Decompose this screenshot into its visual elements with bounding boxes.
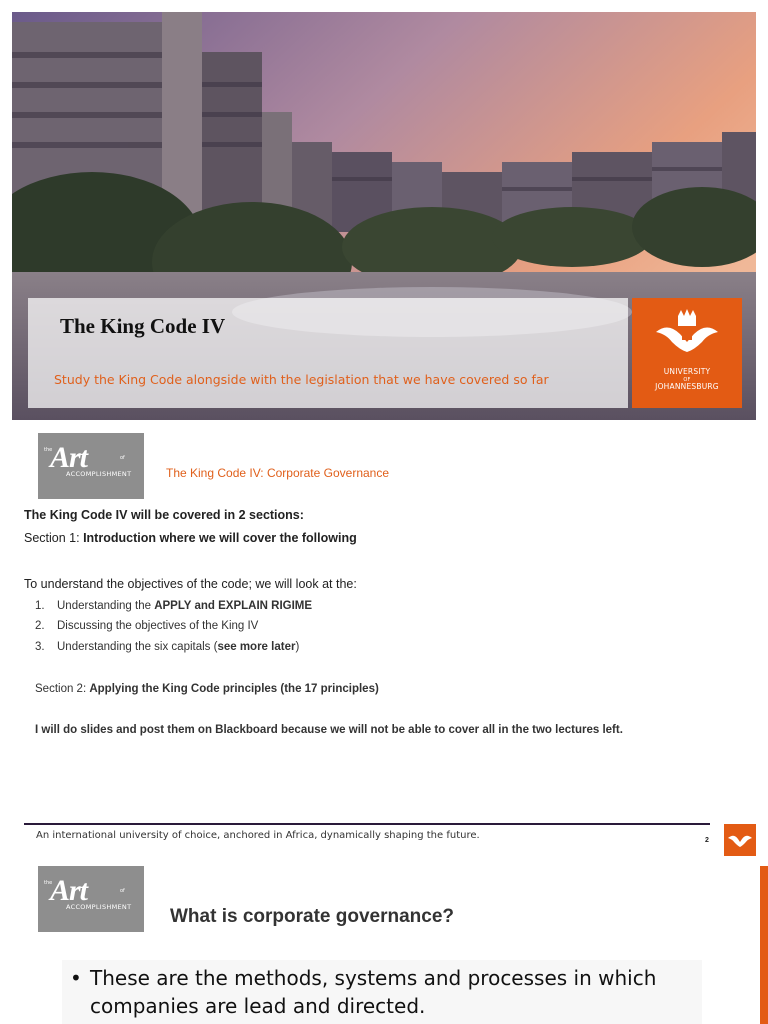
list-item	[35, 641, 299, 653]
list-text: Discussing the objectives of the King IV	[57, 620, 259, 632]
section-1-prefix: Section 1:	[24, 531, 84, 545]
list-text: Understanding the six capitals (	[57, 641, 218, 653]
logo-line-3: JOHANNESBURG	[655, 381, 719, 391]
logo-of: of	[120, 455, 125, 461]
list-bold: see more later	[217, 641, 296, 653]
logo-line-2: OF	[683, 376, 691, 383]
bullet-icon: •	[70, 966, 82, 990]
bullet-point	[70, 964, 690, 1020]
section-1-bold: Introduction where we will cover the following	[83, 531, 357, 545]
slide-heading: The King Code IV: Corporate Governance	[166, 466, 390, 480]
uj-emblem-icon	[724, 824, 756, 856]
sections-intro: The King Code IV will be covered in 2 sections:	[24, 508, 304, 522]
logo-the: the	[44, 447, 53, 453]
footer-divider	[24, 823, 710, 825]
footer-tagline: An international university of choice, anchored in Africa, dynamically shaping the future.	[36, 830, 480, 841]
list-number: 2.	[35, 620, 45, 632]
section-2-bold: Applying the King Code principles (the 17 principles)	[89, 683, 379, 695]
list-bold: APPLY and EXPLAIN RIGIME	[154, 600, 313, 612]
list-number: 3.	[35, 641, 45, 653]
objectives-intro: To understand the objectives of the code; we will look at the:	[24, 577, 357, 591]
logo-wordmark	[632, 368, 742, 391]
blackboard-note: I will do slides and post them on Blackboard because we will not be able to cover all in the two lectures left.	[35, 724, 623, 736]
list-text: Understanding the	[57, 600, 155, 612]
section-1	[24, 531, 357, 545]
list-item	[35, 620, 258, 632]
logo-art-word: Art	[50, 441, 88, 474]
title-slide	[12, 12, 756, 420]
art-of-accomplishment-logo	[38, 866, 144, 932]
list-number: 1.	[35, 600, 45, 612]
uj-mini-logo	[724, 824, 756, 856]
bullet-box	[62, 960, 702, 1024]
logo-of: of	[120, 888, 125, 894]
university-logo	[632, 298, 742, 408]
section-2-prefix: Section 2:	[35, 683, 90, 695]
list-after: )	[295, 641, 300, 653]
accent-bar	[760, 866, 768, 1024]
slide-subtitle: Study the King Code alongside with the legislation that we have covered so far	[54, 372, 549, 387]
bullet-text: These are the methods, systems and processes in which companies are lead and directed.	[90, 966, 657, 1018]
logo-line-1: UNIVERSITY	[663, 367, 711, 376]
logo-art-word: Art	[50, 874, 88, 907]
logo-accomplishment: ACCOMPLISHMENT	[66, 903, 132, 911]
slide-title: What is corporate governance?	[170, 906, 455, 927]
section-2	[35, 683, 379, 695]
slide-title: The King Code IV	[60, 314, 226, 338]
list-item	[35, 600, 312, 612]
logo-the: the	[44, 880, 53, 886]
art-of-accomplishment-logo	[38, 433, 144, 499]
uj-emblem-icon	[648, 308, 726, 364]
page-number: 2	[705, 837, 709, 844]
logo-accomplishment: ACCOMPLISHMENT	[66, 470, 132, 478]
